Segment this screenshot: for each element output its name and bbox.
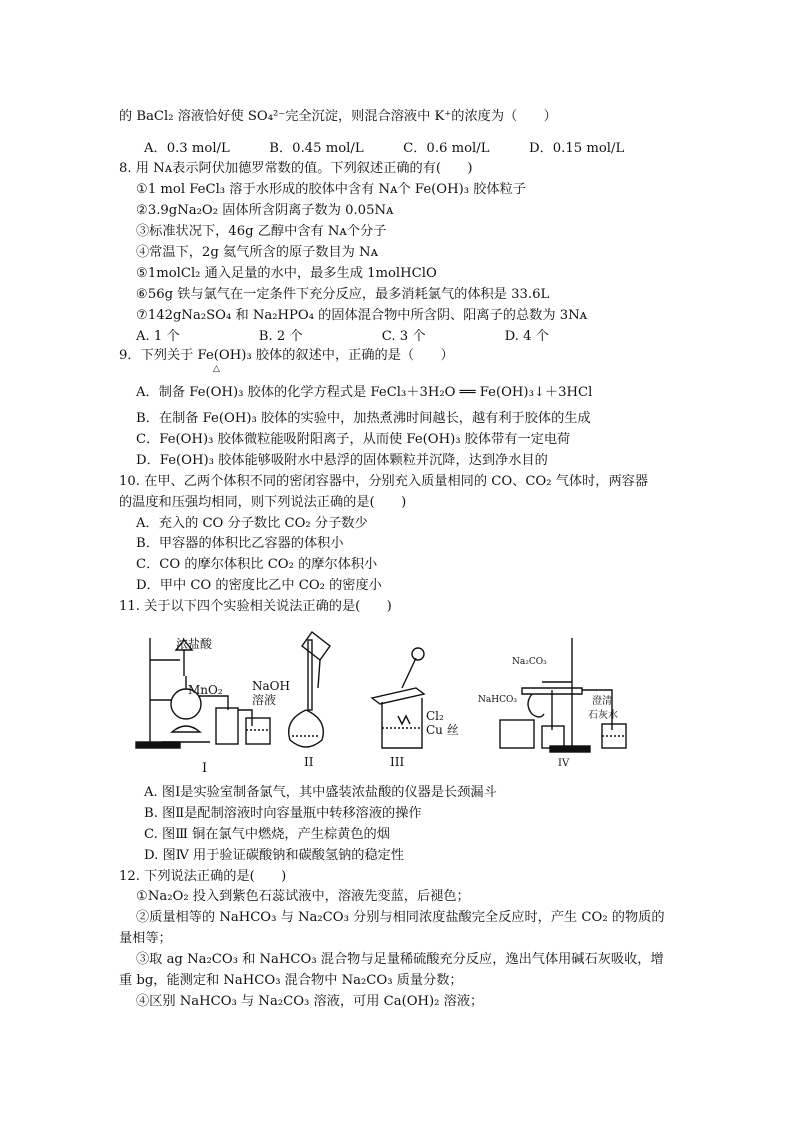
fig4-lime-label-2: 石灰水 [588, 710, 618, 721]
figure-3-jar [372, 648, 424, 748]
fig3-label: III [390, 755, 405, 769]
fig4-label: IV [558, 758, 570, 769]
q11-option-d: D. 图Ⅳ 用于验证碳酸钠和碳酸氢钠的稳定性 [144, 848, 405, 863]
q12-item-4: ④区别 NaHCO₃ 与 Na₂CO₃ 溶液，可用 Ca(OH)₂ 溶液； [136, 994, 484, 1009]
q10-option-a: A．充入的 CO 分子数比 CO₂ 分子数少 [136, 516, 368, 531]
q7-stem-end: 的 BaCl₂ 溶液恰好使 SO₄²⁻完全沉淀，则混合溶液中 K⁺的浓度为（ ） [119, 109, 557, 124]
q9-stem: 9．下列关于 Fe(OH)₃ 胶体的叙述中，正确的是（ ） [119, 348, 454, 363]
q10-stem-line1: 10. 在甲、乙两个体积不同的密闭容器中，分别充入质量相同的 CO、CO₂ 气体时，两容器 [119, 474, 649, 489]
q8-item-3: ③标准状况下，46g 乙醇中含有 Nᴀ个分子 [136, 224, 387, 239]
fig4-lime-label-1: 澄清 [592, 696, 612, 707]
fig2-label: II [304, 755, 314, 769]
q10-stem-line2: 的温度和压强均相同，则下列说法正确的是( ) [119, 495, 407, 510]
fig3-cl2-label: Cl₂ [426, 709, 444, 723]
q12-item-2-line1: ②质量相等的 NaHCO₃ 与 Na₂CO₃ 分别与相同浓度盐酸完全反应时，产生 CO₂ 的物质的 [136, 910, 665, 925]
q12-item-1: ①Na₂O₂ 投入到紫色石蕊试液中，溶液先变蓝，后褪色； [136, 889, 470, 904]
q8-item-4: ④常温下，2g 氦气所含的原子数目为 Nᴀ [136, 245, 379, 260]
q11-figures [132, 628, 652, 778]
q8-item-1: ①1 mol FeCl₃ 溶于水形成的胶体中含有 Nᴀ个 Fe(OH)₃ 胶体粒子 [136, 182, 526, 197]
q12-item-2-line2: 量相等； [119, 931, 172, 946]
q8-item-5: ⑤1molCl₂ 通入足量的水中，最多生成 1molHClO [136, 266, 437, 281]
figure-4-apparatus [500, 638, 626, 752]
fig3-cu-label: Cu 丝 [426, 723, 459, 737]
fig1-solution-label: 溶液 [252, 693, 277, 707]
fig1-hcl-label: 浓盐酸 [176, 637, 213, 651]
q8-item-2: ②3.9gNa₂O₂ 固体所含阴离子数为 0.05Nᴀ [136, 203, 394, 218]
fig1-label: I [202, 761, 208, 776]
q8-item-7: ⑦142gNa₂SO₄ 和 Na₂HPO₄ 的固体混合物中所含阴、阳离子的总数为 3Nᴀ [136, 308, 588, 323]
q10-option-c: C．CO 的摩尔体积比 CO₂ 的摩尔体积小 [136, 557, 378, 572]
q12-item-3-line1: ③取 ag Na₂CO₃ 和 NaHCO₃ 混合物与足量稀硫酸充分反应，逸出气体用碱石灰吸收，增 [136, 952, 664, 967]
q11-option-c: C. 图Ⅲ 铜在氯气中燃烧，产生棕黄色的烟 [144, 827, 390, 842]
q12-stem: 12. 下列说法正确的是( ) [119, 869, 287, 884]
q11-stem: 11. 关于以下四个实验相关说法正确的是( ) [119, 599, 392, 614]
q12-item-3-line2: 重 bg，能测定和 NaHCO₃ 混合物中 Na₂CO₃ 质量分数； [119, 973, 463, 988]
q9-option-b: B．在制备 Fe(OH)₃ 胶体的实验中，加热煮沸时间越长，越有利于胶体的生成 [136, 411, 591, 426]
q11-option-b: B. 图Ⅱ是配制溶液时向容量瓶中转移溶液的操作 [144, 806, 422, 821]
fig4-na2co3-label: Na₂CO₃ [512, 657, 547, 667]
q10-option-b: B．甲容器的体积比乙容器的体积小 [136, 536, 344, 551]
q9-option-c: C．Fe(OH)₃ 胶体微粒能吸附阳离子，从而使 Fe(OH)₃ 胶体带有一定电荷 [136, 432, 571, 447]
q7-options: A．0.3 mol/L B．0.45 mol/L C．0.6 mol/L D．0.15 mol/L [144, 141, 625, 156]
q9-option-a: A．制备 Fe(OH)₃ 胶体的化学方程式是 FeCl₃＋3H₂O ══ Fe(OH)₃↓＋3HCl [136, 385, 593, 400]
fig1-naoh-label: NaOH [252, 679, 290, 693]
fig1-mno2-label: MnO₂ [188, 683, 223, 697]
q11-option-a: A. 图Ⅰ是实验室制备氯气，其中盛装浓盐酸的仪器是长颈漏斗 [144, 785, 497, 800]
q9-option-d: D．Fe(OH)₃ 胶体能够吸附水中悬浮的固体颗粒并沉降，达到净水目的 [136, 453, 548, 468]
fig4-nahco3-label: NaHCO₃ [478, 695, 517, 705]
q8-stem: 8. 用 Nᴀ表示阿伏加德罗常数的值。下列叙述正确的有( ) [119, 161, 473, 176]
figure-2-flask [289, 632, 330, 747]
q10-option-d: D．甲中 CO 的密度比乙中 CO₂ 的密度小 [136, 578, 382, 593]
q8-options: A. 1 个 B. 2 个 C. 3 个 D. 4 个 [136, 329, 549, 344]
q8-item-6: ⑥56g 铁与氯气在一定条件下充分反应，最多消耗氯气的体积是 33.6L [136, 287, 550, 302]
delta-symbol: △ [213, 364, 220, 374]
